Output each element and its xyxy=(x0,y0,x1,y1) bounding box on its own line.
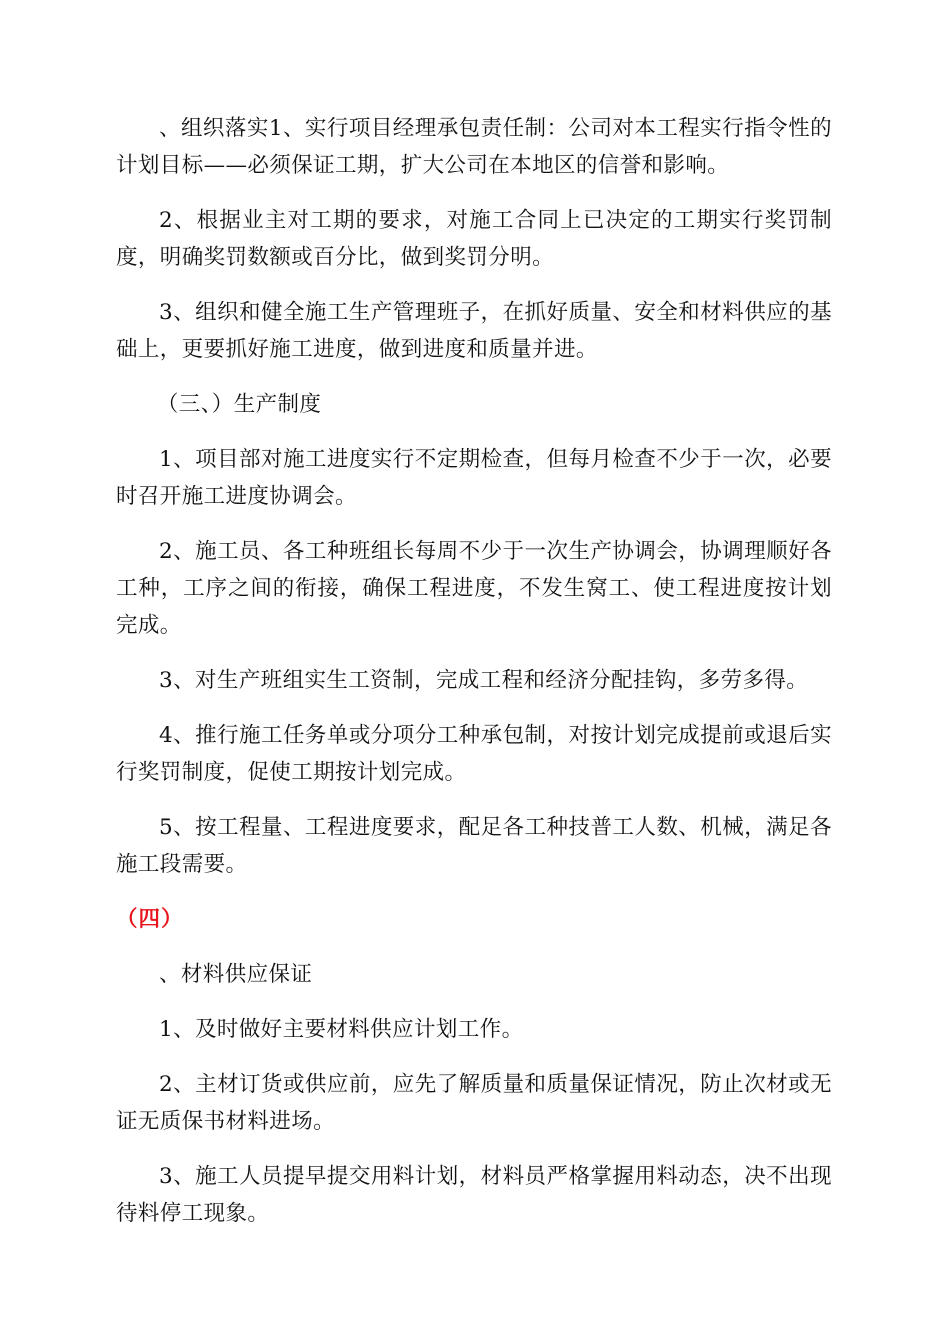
section-3-item-1: 1、项目部对施工进度实行不定期检查，但每月检查不少于一次，必要时召开施工进度协调会。 xyxy=(116,447,832,509)
section-4-marker: （四） xyxy=(116,907,184,932)
section-3-item-2: 2、施工员、各工种班组长每周不少于一次生产协调会，协调理顺好各工种，工序之间的衔接，确保工程进度，不发生窝工、使工程进度按计划完成。 xyxy=(116,539,832,638)
paragraph-organization: 、组织落实1、实行项目经理承包责任制：公司对本工程实行指令性的计划目标——必须保证工期，扩大公司在本地区的信誉和影响。 xyxy=(116,116,832,178)
section-4-item-1: 1、及时做好主要材料供应计划工作。 xyxy=(159,1017,524,1042)
section-3-item-5: 5、按工程量、工程进度要求，配足各工种技普工人数、机械，满足各施工段需要。 xyxy=(116,815,832,877)
section-3-item-3: 3、对生产班组实生工资制，完成工程和经济分配挂钩，多劳多得。 xyxy=(159,668,809,693)
section-3-item-4: 4、推行施工任务单或分项分工种承包制，对按计划完成提前或退后实行奖罚制度，促使工期按计划完成。 xyxy=(116,723,832,785)
paragraph-management-team: 3、组织和健全施工生产管理班子，在抓好质量、安全和材料供应的基础上，更要抓好施工进度，做到进度和质量并进。 xyxy=(116,300,832,362)
section-4-item-3: 3、施工人员提早提交用料计划，材料员严格掌握用料动态，决不出现待料停工现象。 xyxy=(116,1164,832,1226)
section-4-title: 、材料供应保证 xyxy=(159,962,313,987)
section-4-item-2: 2、主材订货或供应前，应先了解质量和质量保证情况，防止次材或无证无质保书材料进场。 xyxy=(116,1072,832,1134)
document-body xyxy=(116,110,832,1250)
section-3-title: （三、）生产制度 xyxy=(156,392,322,417)
paragraph-reward-penalty: 2、根据业主对工期的要求，对施工合同上已决定的工期实行奖罚制度，明确奖罚数额或百分比，做到奖罚分明。 xyxy=(116,208,832,270)
